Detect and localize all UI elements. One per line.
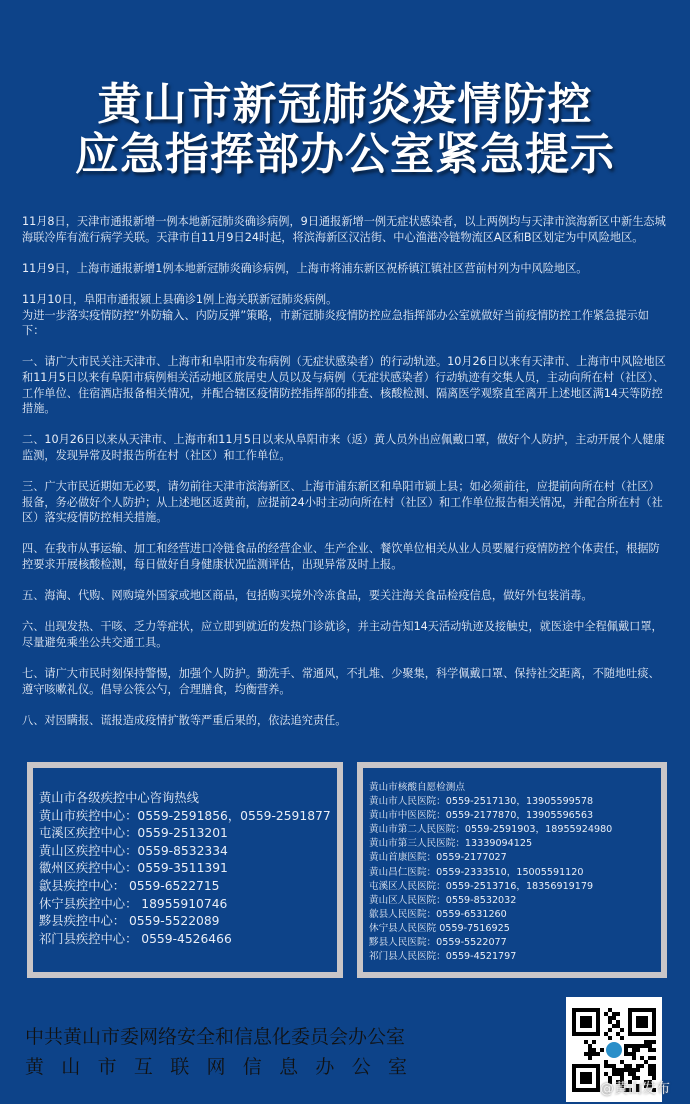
hotline-heading: 黄山市各级疾控中心咨询热线	[39, 791, 199, 805]
paragraph: 三、广大市民近期如无必要，请勿前往天津市滨海新区、上海市浦东新区和阜阳市颍上县；如必须前往，应提前向所在村（社区）报备，务必做好个人防护；从上述地区返黄前，应提前24小时主动向所在村（社区）和工作单位报告相关情况，并配合所在村（社区）落实疫情防控相关措施。	[22, 480, 663, 525]
testing-heading: 黄山市核酸自愿检测点	[369, 782, 465, 793]
paragraph: 一、请广大市民关注天津市、上海市和阜阳市发布病例（无症状感染者）的行动轨迹。10月26日以来有天津市、上海市中风险地区和11月5日以来有阜阳市病例相关活动地区旅居史人员以及与病例（无症状感染者）行动轨迹有交集人员，主动向所在村（社区）、工作单位、住宿酒店报备相关情况，并配合辖区疫情防控指挥部的排查、核酸检测、隔离医学观察直至离开上述地区满14天等防控措施。	[22, 355, 666, 416]
contact-line: 屯溪区疾控中心：0559-2513201	[39, 826, 228, 841]
contact-line: 祁门县人民医院：0559-4521797	[369, 951, 517, 963]
contact-line: 黟县疾控中心： 0559-5522089	[39, 914, 220, 929]
title-line-2: 应急指挥部办公室紧急提示	[75, 129, 615, 180]
paragraph: 11月8日，天津市通报新增一例本地新冠肺炎确诊病例，9日通报新增一例无症状感染者，以上两例均与天津市滨海新区中新生态城海联冷库有流行病学关联。天津市自11月9日24时起，将滨海新区汉沽街、中心渔港冷链物流区A区和B区划定为中风险地区。	[22, 215, 666, 244]
testing-box	[357, 762, 667, 978]
contact-line: 黄山市疾控中心：0559-2591856，0559-2591877	[39, 808, 331, 823]
paragraph: 四、在我市从事运输、加工和经营进口冷链食品的经营企业、生产企业、餐饮单位相关从业人员要履行疫情防控个体责任，根据防控要求开展核酸检测，每日做好自身健康状况监测评估，出现异常及时上报。	[22, 542, 660, 572]
hotline-box	[27, 762, 343, 978]
contact-line: 屯溪区人民医院：0559-2513716，18356919179	[369, 880, 594, 892]
contact-line: 徽州区疾控中心：0559-3511391	[39, 861, 228, 876]
contact-line: 休宁县疾控中心： 18955910746	[39, 896, 228, 911]
contact-line: 黄山区人民医院：0559-8532032	[369, 894, 517, 906]
paragraph: 11月9日，上海市通报新增1例本地新冠肺炎确诊病例，上海市将浦东新区祝桥镇江镇社区营前村列为中风险地区。	[22, 261, 588, 275]
paragraph: 11月10日，阜阳市通报颍上县确诊1例上海关联新冠肺炎病例。	[22, 292, 338, 306]
contact-line: 歙县疾控中心： 0559-6522715	[39, 878, 220, 893]
contact-line: 祁门县疾控中心： 0559-4526466	[39, 931, 232, 946]
contact-line: 黄山昌仁医院：0559-2333510，15005591120	[369, 866, 584, 878]
paragraph: 八、对因瞒报、谎报造成疫情扩散等严重后果的，依法追究责任。	[22, 714, 347, 727]
paragraph: 七、请广大市民时刻保持警惕，加强个人防护。勤洗手、常通风，不扎堆、少聚集，科学佩戴口罩、保持社交距离，不随地吐痰、遵守咳嗽礼仪。倡导公筷公勺，合理膳食，均衡营养。	[22, 667, 660, 696]
contact-line: 黄山区疾控中心：0559-8532334	[39, 843, 228, 858]
contact-line: 黄山市第二人民医院：0559-2591903，18955924980	[369, 824, 613, 836]
watermark: @黄山发布	[600, 1081, 670, 1097]
paragraph: 五、海淘、代购、网购境外国家或地区商品，包括购买境外冷冻食品，要关注海关食品检疫信息，做好外包装消毒。	[22, 589, 593, 603]
contact-line: 黄山市第三人民医院：13339094125	[369, 838, 533, 850]
contact-line: 黄山市中医医院：0559-2177870，13905596563	[369, 810, 594, 822]
title-line-1: 黄山市新冠肺炎疫情防控	[97, 79, 593, 130]
contact-line: 黄山市人民医院：0559-2517130，13905599578	[369, 796, 594, 808]
paragraph: 为进一步落实疫情防控“外防输入、内防反弹”策略，市新冠肺炎疫情防控应急指挥部办公室就做好当前疫情防控工作紧急提示如下：	[22, 308, 649, 338]
notice-body	[22, 214, 670, 744]
footer-org-1: 中共黄山市委网络安全和信息化委员会办公室	[25, 1026, 406, 1048]
contact-line: 黟县人民医院：0559-5522077	[369, 937, 507, 949]
footer-org-2: 黄山市互联网信息办公室	[25, 1056, 425, 1078]
contact-line: 休宁县人民医院 0559-7516925	[369, 922, 510, 934]
paragraph: 六、出现发热、干咳、乏力等症状，应立即到就近的发热门诊就诊，并主动告知14天活动轨迹及接触史，就医途中全程佩戴口罩，尽量避免乘坐公共交通工具。	[22, 620, 663, 650]
paragraph: 二、10月26日以来从天津市、上海市和11月5日以来从阜阳市来（返）黄人员外出应佩戴口罩，做好个人防护，主动开展个人健康监测，发现异常及时报告所在村（社区）和工作单位。	[22, 433, 665, 462]
contact-line: 黄山首康医院：0559-2177027	[369, 852, 507, 864]
contact-line: 歙县人民医院：0559-6531260	[369, 908, 507, 920]
